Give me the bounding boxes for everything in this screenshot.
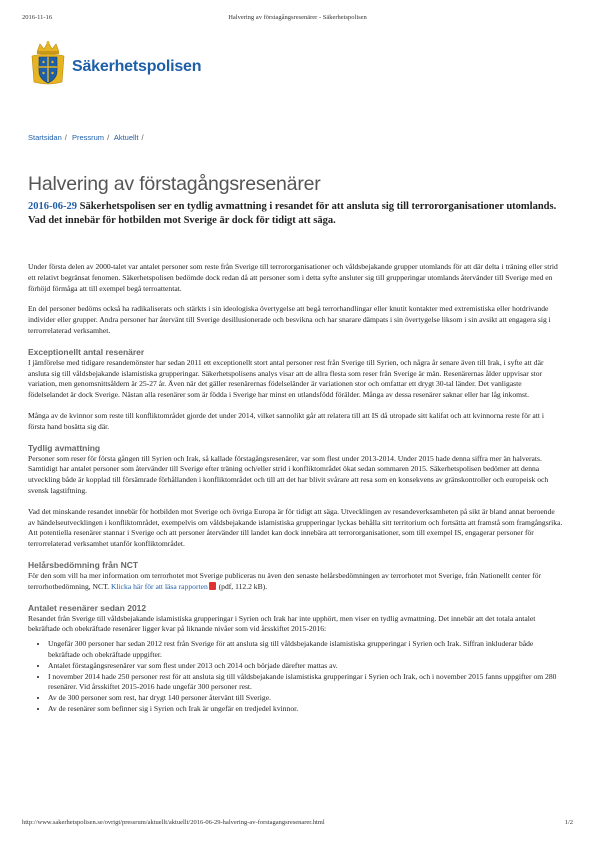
print-footer <box>22 819 573 829</box>
site-logo[interactable] <box>28 40 248 88</box>
print-page-title: Halvering av förstagångsresenärer - Säkerhetspolisen <box>228 14 367 21</box>
pdf-icon <box>209 582 216 590</box>
list-item: • Antalet förstagångsresenärer var som flest under 2013 och 2014 och började därefter mattas av. <box>48 661 563 672</box>
list-item: • Av de resenärer som befinner sig i Syrien och Irak är ungefär en tredjedel kvinnor. <box>48 704 563 715</box>
section-heading: Helårsbedömning från NCT <box>28 559 139 570</box>
lead-text: Säkerhetspolisen ser en tydlig avmattning i resandet för att ansluta sig till terrororganisationer utomlands. Vad det innebär för hotbilden mot Sverige är dock för tidigt att säga. <box>28 201 557 226</box>
list-item: • Av de 300 personer som rest, har drygt 140 personer återvänt till Sverige. <box>48 693 563 704</box>
page-number: 1/2 <box>564 819 573 826</box>
print-header <box>22 14 573 24</box>
breadcrumb-aktuellt[interactable]: Aktuellt <box>113 133 139 142</box>
breadcrumb-separator: / <box>64 133 67 142</box>
paragraph: Vad det minskande resandet innebär för hotbilden mot Sverige och övriga Europa är för tidigt att säga. Utvecklingen av resandeverksamheten på sikt är bland annat beroende av händelseutvecklingen i konfliktområdet, exempelvis om våldsbejakande islamistiska grupperingar lyckas behålla sitt territorium och fortsätta att framstå som framgångsrika. Att potentiella resenärer stannar i Sverige och att personer återvänder till landet kan dock innebära att terrororganisationer, som till exempel IS, engagerar personer för terrorrelaterad verksamhet utanför konfliktområdet. <box>28 506 563 549</box>
page-title: Halvering av förstagångsresenärer <box>28 173 321 195</box>
list-item: • I november 2014 hade 250 personer rest för att ansluta sig till våldsbejakande islamistiska grupperingar i Syrien och Irak, och i november 2015 fanns uppgifter om 280 resenärer. Vid årsskiftet 2015-2016 hade ungefär 300 personer rest. <box>48 672 563 694</box>
paragraph: En del personer bedöms också ha radikaliserats och stärkts i sin ideologiska övertygelse att begå terrorhandlingar eller knutit kontakter med extremistiska eller hotdrivande individer eller grupper. Andra personer har återvänt till Sverige desillusionerade och besvikna och har snarare dämpats i sin övertygelse liksom i sin avsikt att engagera sig i terrorrelaterad verksamhet. <box>28 304 551 335</box>
print-url: http://www.sakerhetspolisen.se/ovrigt/pressrum/aktuellt/aktuellt/2016-06-29-halvering-av-forstagangsresenarer.html <box>22 819 325 826</box>
article-date: 2016-06-29 <box>28 201 77 212</box>
section-heading: Tydlig avmattning <box>28 442 101 453</box>
paragraph <box>28 571 563 593</box>
section-heading: Exceptionellt antal resenärer <box>28 346 145 357</box>
paragraph-text: För den som vill ha mer information om terrorhotet mot Sverige publiceras nu även den senaste helårsbedömningen av terrorhotet mot Sverige, från Nationellt center för terrorhotbedömning, NCT. <box>28 570 542 591</box>
paragraph: Under första delen av 2000-talet var antalet personer som reste från Sverige till terrororganisationer och våldsbejakande grupper utomlands för att där delta i träning eller strid ett relativt begränsat fenomen. Säkerhetspolisen bedömde dock redan då att personer som i detta syfte ansluter sig till grupperingar utomlands återvänder till Sverige med en förhöjd förmåga att till exempel begå terroattentat. <box>28 262 558 293</box>
breadcrumb-startsidan[interactable]: Startsidan <box>28 133 62 142</box>
breadcrumb <box>28 133 147 142</box>
paragraph: I jämförelse med tidigare resandemönster har sedan 2011 ett exceptionellt stort antal personer rest från Sverige till Syrien, och några år senare även till Irak, i syfte att där ansluta sig till våldsbejakande islamistiska grupperingar. Säkerhetspolisens analys visar att de allra flesta som reser från Sverige är män. Resenärernas ålder uppvisar stor variation, men genomsnittsåldern är 25-27 år. Även när det gäller resenärernas födelseländer är variationen stor och omfattar ett drygt 30-tal länder. Det vanligaste födelselandet är dock Sverige. Nästan alla resenärer som är födda i Sverige har minst en utlandsfödd förälder. Många av dessa resenärer saknar eller har låg inkomst. <box>28 357 544 400</box>
article-body <box>28 262 563 715</box>
article-lead <box>28 200 558 227</box>
breadcrumb-separator: / <box>107 133 110 142</box>
list-item: • Ungefär 300 personer har sedan 2012 rest från Sverige för att ansluta sig till våldsbejakande islamistiska grupperingar i Syrien och Irak. Siffran inkluderar både bekräftade och obekräftade uppgifter. <box>48 639 563 661</box>
logo-text: Säkerhetspolisen <box>72 58 202 75</box>
paragraph: Resandet från Sverige till våldsbejakande islamistiska grupperingar i Syrien och Irak har inte upphört, men viser en tydlig avmattning. Det innebär att det totala antalet bekräftade och obekräftade resenärer ligger kvar på liknande nivåer som vid årsskiftet 2015-2016: <box>28 613 536 634</box>
file-info: (pdf, 112.2 kB). <box>218 581 268 591</box>
crown-shield-logo-icon <box>28 40 68 88</box>
paragraph: Personer som reser för första gången till Syrien och Irak, så kallade förstagångsresenärer, var som flest under 2013-2014. Under 2015 hade denna siffra mer än halverats. Samtidigt har antalet personer som återvänder till Sverige efter träning och/eller strid i konfliktområdet ökat sedan sommaren 2015. Säkerhetspolisen bedömer att denna utveckling både är kopplad till försämrade förhållanden i konfliktområdet och till att det har blivit svårare att resa som en konsekvens av gränskontroller och europeisk och svensk lagstiftning. <box>28 453 549 495</box>
breadcrumb-pressrum[interactable]: Pressrum <box>71 133 105 142</box>
paragraph: Många av de kvinnor som reste till konfliktområdet gjorde det under 2014, vilket sannolikt går att relatera till att IS då utropade sitt kalifat och att kvinnorna reste för att i första hand bosätta sig där. <box>28 410 545 431</box>
breadcrumb-separator: / <box>141 133 144 142</box>
print-date: 2016-11-16 <box>22 14 53 21</box>
report-link[interactable]: Klicka här för att läsa rapporten <box>110 581 208 591</box>
statistics-list <box>48 639 563 715</box>
section-heading: Antalet resenärer sedan 2012 <box>28 602 147 613</box>
